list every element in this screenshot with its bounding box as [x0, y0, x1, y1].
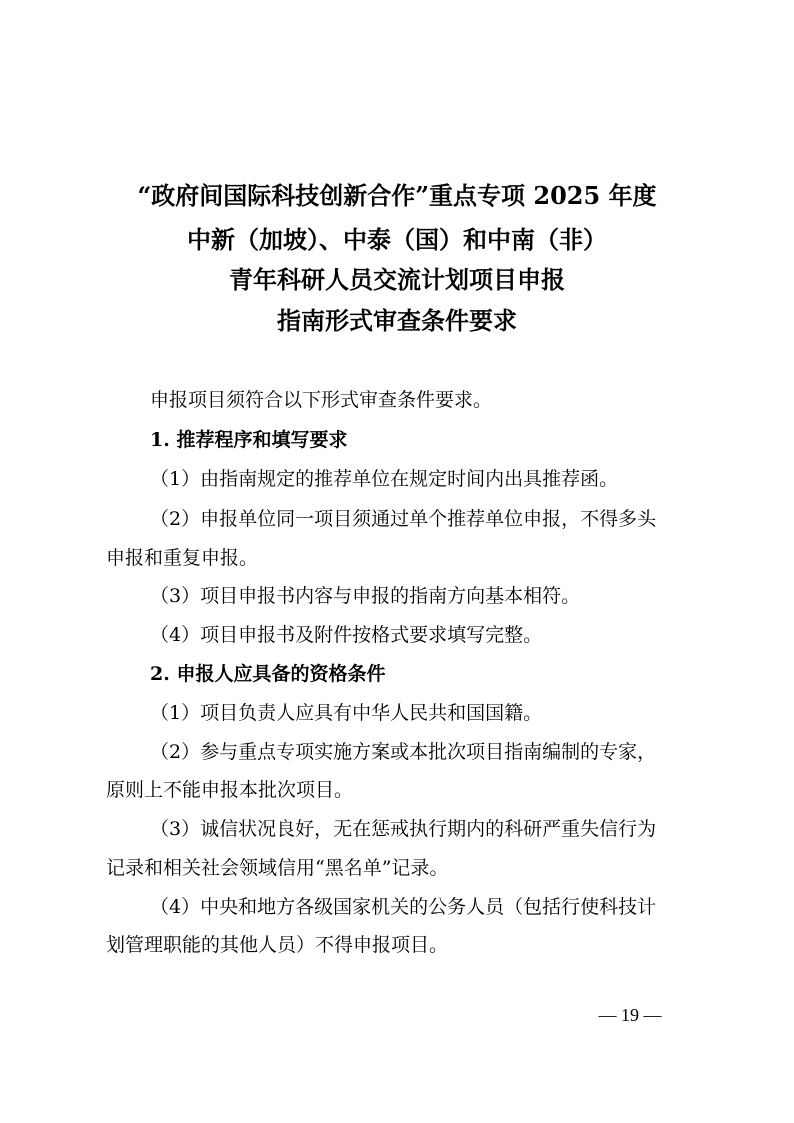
- section-1-item-1: （1）由指南规定的推荐单位在规定时间内出具推荐函。: [150, 468, 619, 490]
- section-2-heading: 2. 申报人应具备的资格条件: [150, 663, 386, 685]
- section-1-item-4: （4）项目申报书及附件按格式要求填写完整。: [150, 624, 543, 646]
- section-2-item-1: （1）项目负责人应具有中华人民共和国国籍。: [150, 702, 543, 724]
- section-2-item-2-line-2: 原则上不能申报本批次项目。: [106, 779, 354, 801]
- title-line-4: 指南形式审查条件要求: [277, 306, 517, 335]
- section-2-item-2-line-1: （2）参与重点专项实施方案或本批次项目指南编制的专家，: [150, 741, 657, 763]
- section-1-item-2-line-1: （2）申报单位同一项目须通过单个推荐单位申报，不得多头: [150, 508, 657, 530]
- intro-paragraph: 申报项目须符合以下形式审查条件要求。: [150, 389, 493, 411]
- page-number: — 19 —: [598, 1005, 662, 1025]
- section-1-heading: 1. 推荐程序和填写要求: [150, 429, 348, 451]
- title-line-2: 中新（加坡）、中泰（国）和中南（非）: [187, 225, 607, 254]
- section-1-item-3: （3）项目申报书内容与申报的指南方向基本相符。: [150, 585, 581, 607]
- section-1-item-2-line-2: 申报和重复申报。: [106, 547, 259, 569]
- title-line-3: 青年科研人员交流计划项目申报: [229, 265, 565, 294]
- section-2-item-3-line-2: 记录和相关社会领域信用“黑名单”记录。: [106, 857, 449, 879]
- section-2-item-4-line-2: 划管理职能的其他人员）不得申报项目。: [106, 934, 449, 956]
- title-line-1: “政府间国际科技创新合作”重点专项 2025 年度: [137, 181, 657, 210]
- section-2-item-3-line-1: （3）诚信状况良好，无在惩戒执行期内的科研严重失信行为: [150, 818, 657, 840]
- section-2-item-4-line-1: （4）中央和地方各级国家机关的公务人员（包括行使科技计: [150, 896, 657, 918]
